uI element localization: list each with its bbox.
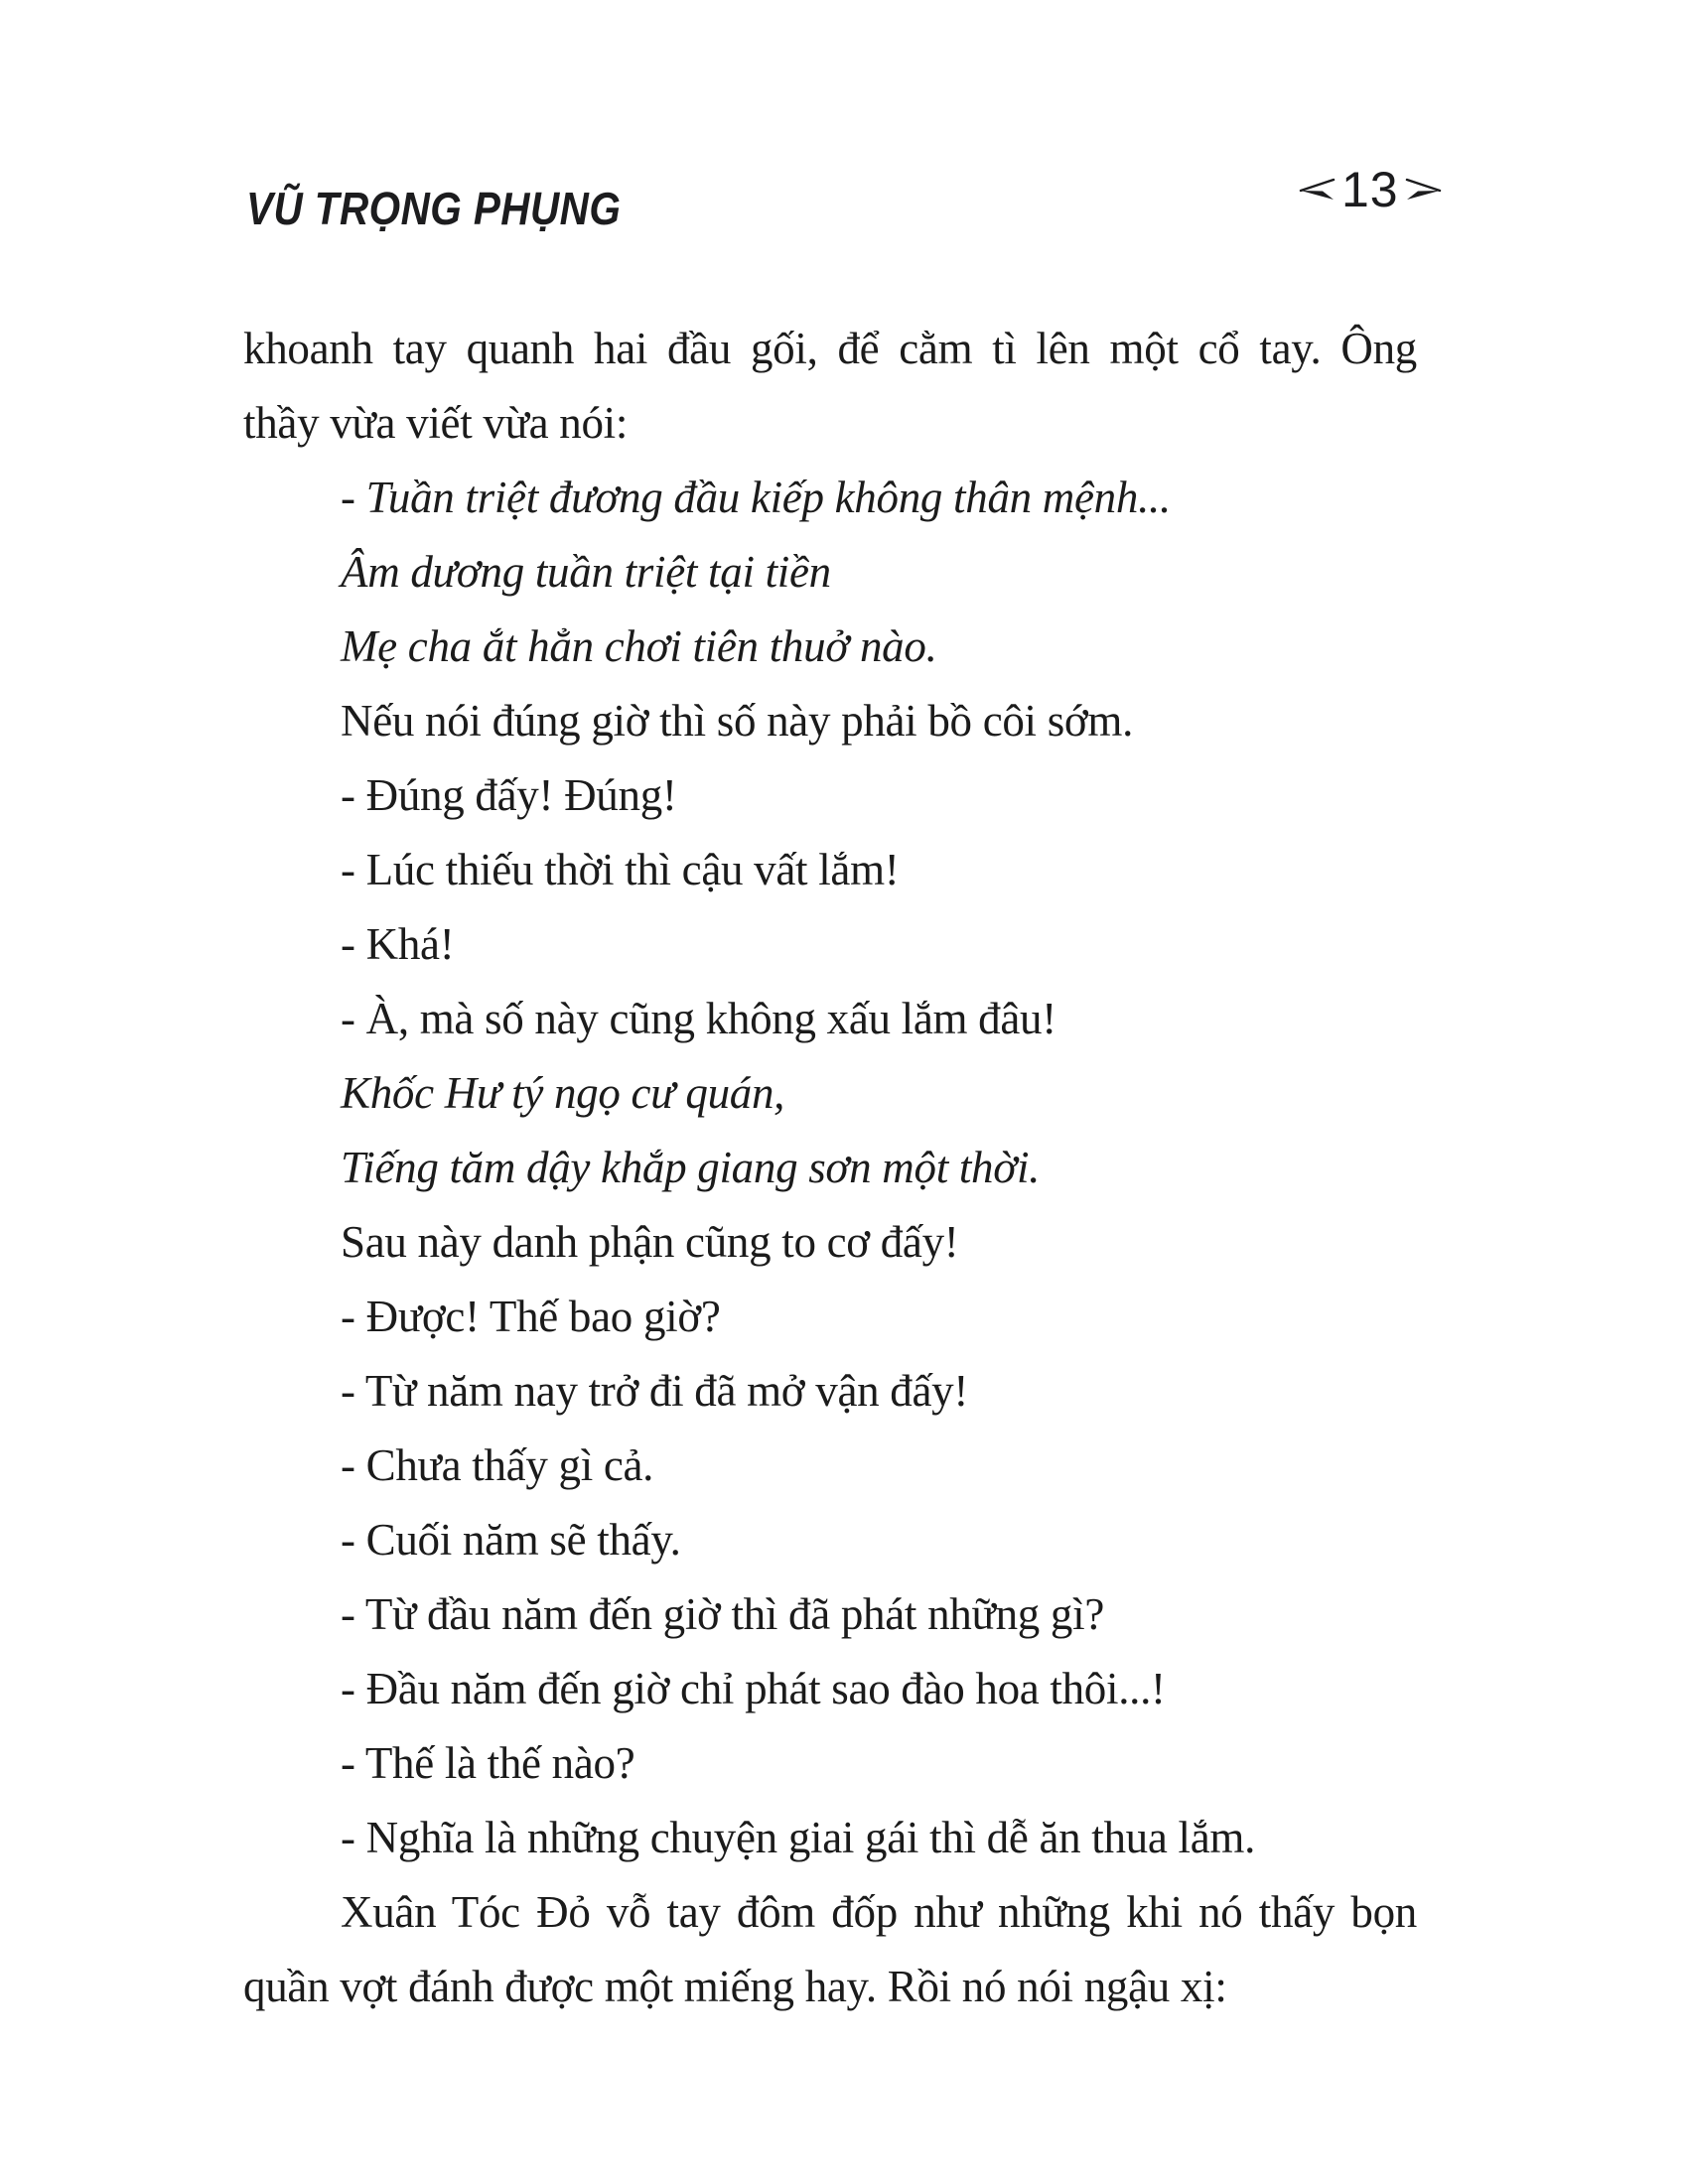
text-line: - Từ năm nay trở đi đã mở vận đấy! xyxy=(341,1366,969,1416)
page-arrow-left-icon xyxy=(1297,177,1336,203)
page-number: 13 xyxy=(1341,162,1399,217)
text-line: Âm dương tuần triệt tại tiền xyxy=(341,547,831,597)
text-line: - Tuần triệt đương đầu kiếp không thân mệnh... xyxy=(341,473,1171,522)
text-line: - Đúng đấy! Đúng! xyxy=(341,770,677,820)
text-line: - Lúc thiếu thời thì cậu vất lắm! xyxy=(341,845,900,894)
text-line: - Chưa thấy gì cả. xyxy=(341,1440,654,1490)
text-line: - Được! Thế bao giờ? xyxy=(341,1292,721,1341)
text-line: - Nghĩa là những chuyện giai gái thì dễ ăn thua lắm. xyxy=(341,1813,1256,1862)
page-number-marker xyxy=(1297,162,1444,217)
text-line: Tiếng tăm dậy khắp giang sơn một thời. xyxy=(341,1143,1041,1192)
text-line: Xuân Tóc Đỏ vỗ tay đôm đốp như những khi nó thấy bọn xyxy=(341,1887,1417,1937)
text-line: - Đầu năm đến giờ chỉ phát sao đào hoa thôi...! xyxy=(341,1664,1166,1713)
text-line: - Khá! xyxy=(341,919,455,969)
text-line: quần vợt đánh được một miếng hay. Rồi nó nói ngậu xị: xyxy=(243,1962,1227,2011)
page-arrow-right-icon xyxy=(1404,177,1444,203)
text-line: Khốc Hư tý ngọ cư quán, xyxy=(341,1068,785,1118)
text-line: Mẹ cha ắt hẳn chơi tiên thuở nào. xyxy=(341,621,937,671)
text-line: - Thế là thế nào? xyxy=(341,1738,635,1788)
author-header: VŨ TRỌNG PHỤNG xyxy=(246,183,622,234)
text-line: - Từ đầu năm đến giờ thì đã phát những gì? xyxy=(341,1589,1104,1639)
text-line: - Cuối năm sẽ thấy. xyxy=(341,1515,681,1565)
text-line: khoanh tay quanh hai đầu gối, để cằm tì lên một cổ tay. Ông xyxy=(243,324,1417,373)
text-line: - À, mà số này cũng không xấu lắm đâu! xyxy=(341,994,1056,1043)
body-text xyxy=(243,312,1417,2024)
text-line: Nếu nói đúng giờ thì số này phải bồ côi sớm. xyxy=(341,696,1134,746)
text-line: Sau này danh phận cũng to cơ đấy! xyxy=(341,1217,959,1267)
text-line: thầy vừa viết vừa nói: xyxy=(243,398,629,448)
